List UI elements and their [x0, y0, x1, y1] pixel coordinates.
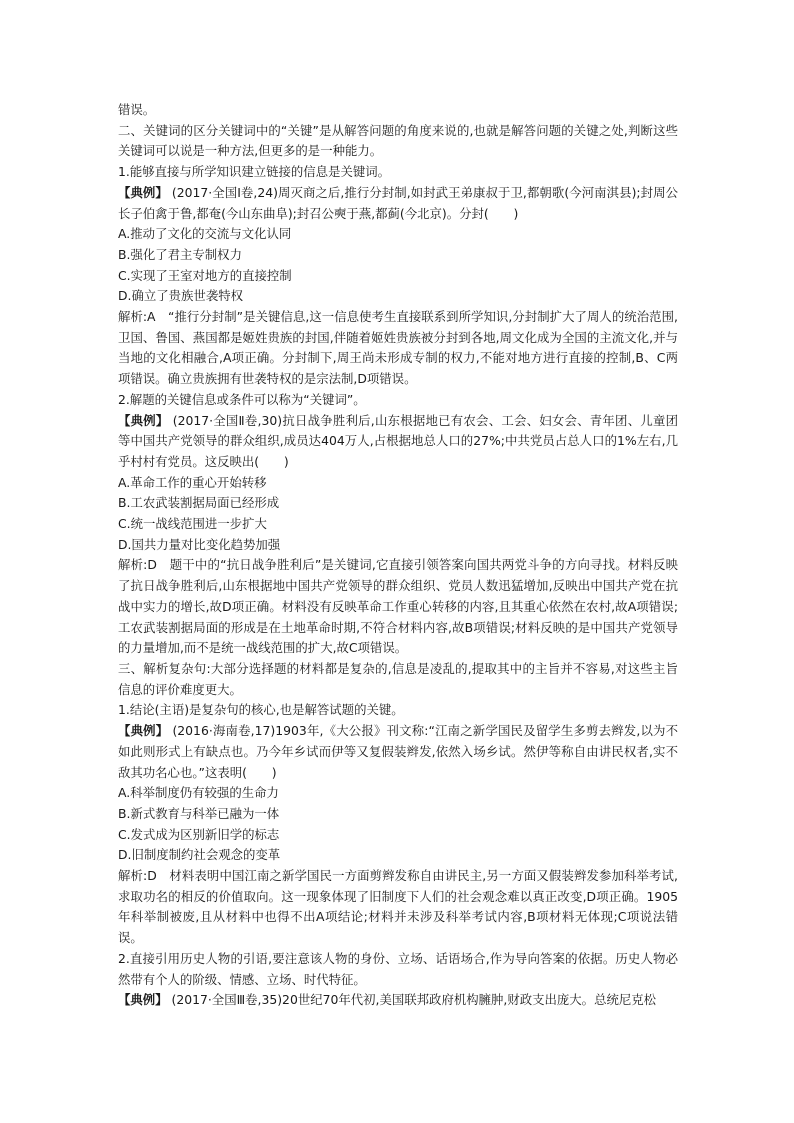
text-line: 错误。 [118, 102, 156, 117]
example-text: (2017·全国Ⅱ卷,30)抗日战争胜利后,山东根据地已有农会、工会、妇女会、青年团、儿童团等中国共产党领导的群众组织,成员达404万人,占根据地总人口的27%;中共党员占总人口的1%左右,几乎村村有党员。这反映出( ) [118, 412, 678, 469]
example-tag: 【典例】 [118, 184, 168, 200]
option-d: D.确立了贵族世袭特权 [118, 288, 243, 304]
example-tag: 【典例】 [118, 723, 169, 739]
option-a: A.推动了文化的交流与文化认同 [118, 226, 292, 242]
document-page [118, 100, 678, 1011]
example-question [118, 183, 678, 224]
option-c: C.统一战线范围进一步扩大 [118, 516, 267, 532]
text-line: 1.能够直接与所学知识建立链接的信息是关键词。 [118, 164, 391, 180]
option-d: D.国共力量对比变化趋势加强 [118, 536, 281, 552]
section-heading: 三、解析复杂句:大部分选择题的材料都是复杂的,信息是凌乱的,提取其中的主旨并不容易,对这些主旨信息的评价难度更大。 [118, 660, 678, 697]
text-line: 2.直接引用历史人物的引语,要注意该人物的身份、立场、话语场合,作为导向答案的依据。历史人物必然带有个人的阶级、情感、立场、时代特征。 [118, 950, 678, 987]
analysis: 解析:D 题干中的“抗日战争胜利后”是关键词,它直接引领答案向国共两党斗争的方向寻找。材料反映了抗日战争胜利后,山东根据地中国共产党领导的群众组织、党员人数迅猛增加,反映出中国共产党在抗战中实力的增长,故D项正确。材料没有反映革命工作重心转移的内容,且其重心依然在农村,故A项错误;工农武装割据局面的形成是在土地革命时期,不符合材料内容,故B项错误;材料反映的是中国共产党领导的力量增加,而不是统一战线范围的扩大,故C项错误。 [118, 557, 678, 656]
text-line: 1.结论(主语)是复杂句的核心,也是解答试题的关键。 [118, 702, 404, 718]
section-heading: 二、关键词的区分关键词中的“关键”是从解答问题的角度来说的,也就是解答问题的关键之处,判断这些关键词可以说是一种方法,但更多的是一种能力。 [118, 122, 678, 159]
example-text: (2017·全国Ⅰ卷,24)周灭商之后,推行分封制,如封武王弟康叔于卫,都朝歌(今河南淇县);封周公长子伯禽于鲁,都奄(今山东曲阜);封召公奭于燕,都蓟(今北京)。分封( ) [118, 184, 678, 221]
option-b: B.新式教育与科举已融为一体 [118, 805, 280, 821]
text-line: 2.解题的关键信息或条件可以称为“关键词”。 [118, 391, 366, 407]
analysis: 解析:A “推行分封制”是关键信息,这一信息使考生直接联系到所学知识,分封制扩大了周人的统治范围,卫国、鲁国、燕国都是姬姓贵族的封国,伴随着姬姓贵族被分封到各地,周文化成为全国的主流文化,并与当地的文化相融合,A项正确。分封制下,周王尚未形成专制的权力,不能对地方进行直接的控制,B、C两项错误。确立贵族拥有世袭特权的是宗法制,D项错误。 [118, 309, 678, 387]
option-c: C.发式成为区别新旧学的标志 [118, 826, 280, 842]
option-b: B.工农武装割据局面已经形成 [118, 495, 280, 511]
example-question [118, 721, 678, 783]
option-a: A.科举制度仍有较强的生命力 [118, 785, 279, 801]
example-question [118, 411, 678, 473]
example-question [118, 990, 678, 1011]
option-c: C.实现了王室对地方的直接控制 [118, 267, 292, 283]
example-text: (2016·海南卷,17)1903年,《大公报》刊文称:“江南之新学国民及留学生多剪去辫发,以为不如此则形式上有缺点也。乃今年乡试而伊等又复假装辫发,依然入场乡试。然伊等称自由讲民权者,实不敌其功名心也。”这表明( ) [118, 723, 679, 780]
example-text: (2017·全国Ⅲ卷,35)20世纪70年代初,美国联邦政府机构臃肿,财政支出庞大。总统尼克松 [167, 992, 657, 1008]
analysis: 解析:D 材料表明中国江南之新学国民一方面剪辫发称自由讲民主,另一方面又假装辫发参加科举考试,求取功名的相反的价值取向。这一现象体现了旧制度下人们的社会观念难以真正改变,D项正确。1905年科举制被废,且从材料中也得不出A项结论;材料并未涉及科举考试内容,B项材料无体现;C项说法错误。 [118, 868, 678, 946]
option-a: A.革命工作的重心开始转移 [118, 474, 267, 490]
option-b: B.强化了君主专制权力 [118, 246, 242, 262]
option-d: D.旧制度制约社会观念的变革 [118, 847, 281, 863]
example-tag: 【典例】 [118, 412, 169, 428]
example-tag: 【典例】 [118, 992, 168, 1008]
